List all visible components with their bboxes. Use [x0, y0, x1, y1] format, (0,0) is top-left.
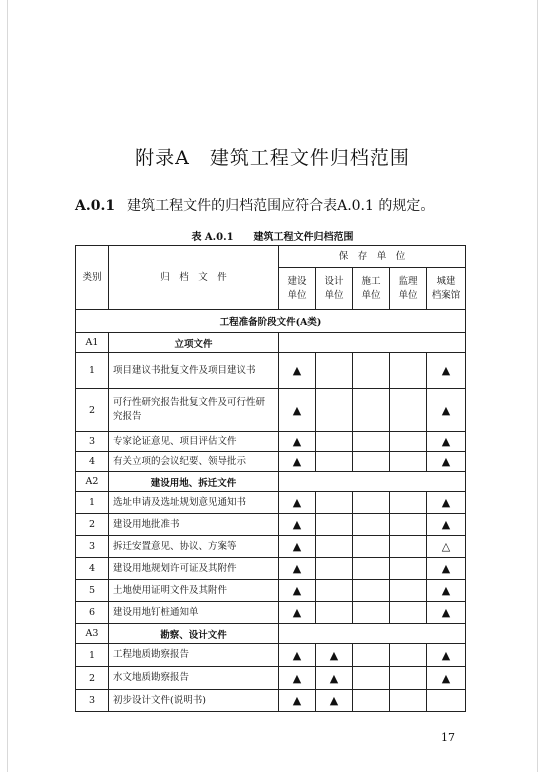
empty-cell [390, 558, 427, 580]
table-row [76, 644, 466, 667]
row-number: 1 [76, 353, 109, 389]
required-mark: ▲ [279, 690, 316, 712]
page-number: 17 [441, 731, 455, 744]
required-mark: ▲ [427, 558, 466, 580]
empty-cell [390, 690, 427, 712]
required-mark: ▲ [279, 602, 316, 624]
required-mark: ▲ [316, 667, 353, 690]
required-mark: ▲ [427, 514, 466, 536]
clause [75, 195, 434, 215]
row-number: 2 [76, 514, 109, 536]
row-number: 3 [76, 536, 109, 558]
required-mark: ▲ [279, 536, 316, 558]
group-empty-cells [279, 472, 466, 492]
appendix-title: 附录A 建筑工程文件归档范围 [135, 147, 410, 169]
required-mark: ▲ [427, 580, 466, 602]
empty-cell [353, 452, 390, 472]
document-name: 可行性研究报告批复文件及可行性研究报告 [109, 389, 279, 432]
empty-cell [353, 514, 390, 536]
header-document: 归 档 文 件 [109, 246, 279, 310]
empty-cell [316, 432, 353, 452]
clause-number: A.0.1 [75, 198, 116, 214]
table-row [76, 536, 466, 558]
group-empty-cells [279, 624, 466, 644]
table-row [76, 432, 466, 452]
required-mark: ▲ [279, 580, 316, 602]
required-mark: ▲ [427, 452, 466, 472]
required-mark: ▲ [279, 389, 316, 432]
empty-cell [316, 353, 353, 389]
empty-cell [390, 536, 427, 558]
empty-cell [316, 602, 353, 624]
required-mark: ▲ [279, 644, 316, 667]
clause-text: 建筑工程文件的归档范围应符合表A.0.1 的规定。 [127, 198, 435, 214]
required-mark: ▲ [316, 690, 353, 712]
row-number: 5 [76, 580, 109, 602]
table-row [76, 690, 466, 712]
document-name: 初步设计文件(说明书) [109, 690, 279, 712]
required-mark: ▲ [427, 602, 466, 624]
empty-cell [353, 492, 390, 514]
row-number: 3 [76, 690, 109, 712]
table-row [76, 558, 466, 580]
group-row [76, 472, 466, 492]
required-mark: ▲ [279, 667, 316, 690]
group-title: 勘察、设计文件 [109, 624, 279, 644]
empty-cell [316, 580, 353, 602]
empty-cell [353, 667, 390, 690]
header-unit-design: 设计 单位 [316, 268, 353, 310]
table-caption: 表 A.0.1 建筑工程文件归档范围 [191, 232, 354, 243]
group-title: 立项文件 [109, 333, 279, 353]
empty-cell [390, 492, 427, 514]
empty-cell [353, 432, 390, 452]
empty-cell [353, 536, 390, 558]
required-mark: ▲ [279, 492, 316, 514]
empty-cell [390, 667, 427, 690]
group-code: A1 [76, 333, 109, 353]
header-storage-units: 保 存 单 位 [279, 246, 466, 268]
header-unit-archive: 城建 档案馆 [427, 268, 466, 310]
empty-cell [353, 602, 390, 624]
empty-cell [316, 514, 353, 536]
required-mark: ▲ [279, 452, 316, 472]
required-mark: ▲ [279, 353, 316, 389]
group-title: 建设用地、拆迁文件 [109, 472, 279, 492]
table-row [76, 514, 466, 536]
required-mark: ▲ [427, 353, 466, 389]
row-number: 2 [76, 667, 109, 690]
required-mark: ▲ [279, 514, 316, 536]
row-number: 3 [76, 432, 109, 452]
document-name: 土地使用证明文件及其附件 [109, 580, 279, 602]
required-mark: ▲ [427, 644, 466, 667]
document-name: 专家论证意见、项目评估文件 [109, 432, 279, 452]
empty-cell [390, 432, 427, 452]
empty-cell [353, 690, 390, 712]
empty-cell [353, 353, 390, 389]
empty-cell [316, 389, 353, 432]
table-row [76, 492, 466, 514]
document-name: 项目建议书批复文件及项目建议书 [109, 353, 279, 389]
section-row [76, 310, 466, 333]
empty-cell [353, 558, 390, 580]
header-unit-supervision: 监理 单位 [390, 268, 427, 310]
document-name: 建设用地批准书 [109, 514, 279, 536]
header-category: 类别 [76, 246, 109, 310]
table-row [76, 353, 466, 389]
required-mark: ▲ [427, 667, 466, 690]
table-row [76, 452, 466, 472]
required-mark: ▲ [427, 389, 466, 432]
group-row [76, 624, 466, 644]
document-name: 建设用地钉桩通知单 [109, 602, 279, 624]
document-name: 有关立项的会议纪要、领导批示 [109, 452, 279, 472]
table-row [76, 580, 466, 602]
row-number: 4 [76, 452, 109, 472]
required-mark: ▲ [316, 644, 353, 667]
empty-cell [390, 514, 427, 536]
empty-cell [353, 644, 390, 667]
empty-cell [353, 389, 390, 432]
document-name: 水文地质勘察报告 [109, 667, 279, 690]
table-row [76, 602, 466, 624]
group-code: A3 [76, 624, 109, 644]
group-row [76, 333, 466, 353]
empty-cell [390, 644, 427, 667]
required-mark: ▲ [279, 558, 316, 580]
document-name: 建设用地规划许可证及其附件 [109, 558, 279, 580]
empty-cell [390, 452, 427, 472]
empty-cell [353, 580, 390, 602]
section-title: 工程准备阶段文件(A类) [76, 310, 466, 333]
optional-mark: △ [427, 536, 466, 558]
document-name: 选址申请及选址规划意见通知书 [109, 492, 279, 514]
empty-cell [390, 580, 427, 602]
archive-scope-table [75, 245, 466, 712]
empty-cell [316, 558, 353, 580]
empty-cell [390, 602, 427, 624]
group-code: A2 [76, 472, 109, 492]
header-unit-contractor: 施工 单位 [353, 268, 390, 310]
row-number: 4 [76, 558, 109, 580]
empty-cell [316, 492, 353, 514]
required-mark: ▲ [427, 492, 466, 514]
table-row [76, 667, 466, 690]
row-number: 1 [76, 492, 109, 514]
table-row [76, 389, 466, 432]
row-number: 1 [76, 644, 109, 667]
required-mark: ▲ [427, 432, 466, 452]
empty-cell [316, 452, 353, 472]
row-number: 2 [76, 389, 109, 432]
row-number: 6 [76, 602, 109, 624]
empty-cell [390, 389, 427, 432]
empty-cell [427, 690, 466, 712]
header-unit-construction: 建设 单位 [279, 268, 316, 310]
required-mark: ▲ [279, 432, 316, 452]
document-name: 拆迁安置意见、协议、方案等 [109, 536, 279, 558]
header-row [76, 246, 466, 268]
document-name: 工程地质勘察报告 [109, 644, 279, 667]
group-empty-cells [279, 333, 466, 353]
empty-cell [316, 536, 353, 558]
empty-cell [390, 353, 427, 389]
